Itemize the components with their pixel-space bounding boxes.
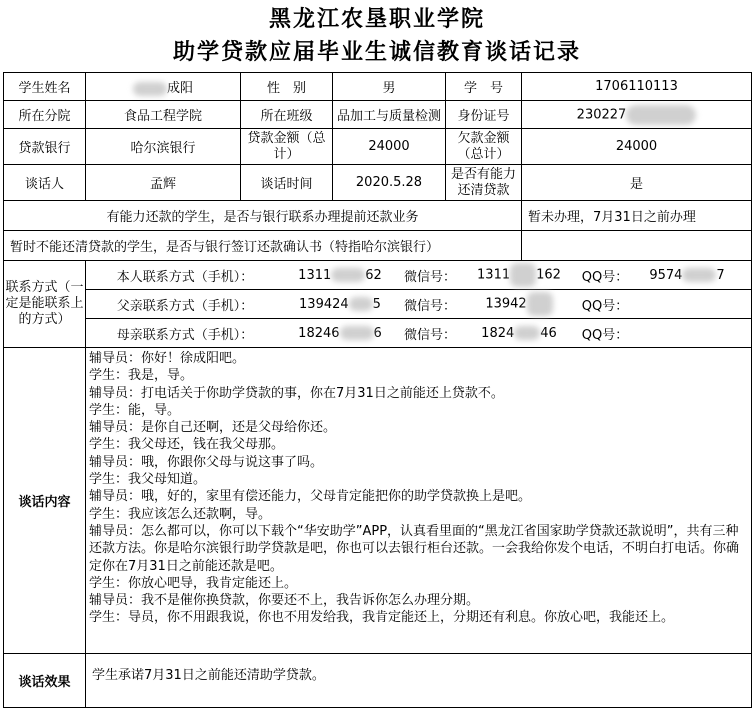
dialog-cell <box>86 348 752 654</box>
dialog-line: 学生：你放心吧导，我肯定能还上。 <box>89 575 298 591</box>
contact-self-row <box>86 261 751 289</box>
owed-amount-label: 欠款金额（总计） <box>446 129 522 165</box>
redaction-blur <box>349 297 373 311</box>
contact-father-label: 父亲联系方式（手机）： <box>116 298 254 314</box>
contact-self-qq: 9574 7 <box>649 267 725 283</box>
contact-self-qq-label: QQ号： <box>581 269 629 285</box>
student-name-label: 学生姓名 <box>4 73 86 101</box>
dialog-line: 辅导员：哦，好的，家里有偿还能力，父母肯定能把你的助学贷款换上是吧。 <box>89 489 532 505</box>
contact-mother-phone: 18246 6 <box>298 325 382 341</box>
interviewer-label: 谈话人 <box>4 165 86 201</box>
student-name-value: 成阳 <box>86 73 241 101</box>
confirm-question: 暂时不能还清贷款的学生，是否与银行签订还款确认书（特指哈尔滨银行） <box>4 231 522 261</box>
contact-mother-wechat-label: 微信号： <box>403 327 456 343</box>
record-table <box>3 72 752 708</box>
loan-amount-value: 24000 <box>333 129 446 165</box>
contact-mother-wechat: 1824 46 <box>481 325 557 341</box>
contact-father-wechat-label: 微信号： <box>403 298 456 314</box>
redaction-blur <box>514 326 540 340</box>
dialog-line: 辅导员：是你自己还啊，还是父母给你还。 <box>89 420 337 436</box>
contact-father-phone: 139424 5 <box>299 296 381 312</box>
dialog-line: 学生：我是，导。 <box>89 368 194 384</box>
contact-mother-qq-label: QQ号： <box>581 327 629 343</box>
effect-value: 学生承诺7月31日之前能还清助学贷款。 <box>86 654 752 708</box>
page-title-record: 助学贷款应届毕业生诚信教育谈话记录 <box>172 39 581 65</box>
dialog-line: 辅导员：哦，你跟你父母与说这事了吗。 <box>89 454 324 470</box>
dialog-line: 辅导员：怎么都可以，你可以下载个“华安助学”APP，认真看里面的“黑龙江省国家助学贷款还款说明”，共有三种还款方法。你是哈尔滨银行助学贷款是吧，你也可以去银行柜台还款。一会我给你发个电话，不明白打电话。你确定你在7月31日之前能还款是吧。 <box>89 523 740 574</box>
bank-value: 哈尔滨银行 <box>86 129 241 165</box>
contact-self-wechat-label: 微信号： <box>403 269 456 285</box>
redaction-blur <box>510 263 536 287</box>
dialog-line: 学生：能，导。 <box>89 402 181 418</box>
contact-cell <box>86 261 752 348</box>
contact-mother-label: 母亲联系方式（手机）： <box>116 327 254 343</box>
class-label: 所在班级 <box>241 101 333 129</box>
can-repay-label: 是否有能力还清贷款 <box>446 165 522 201</box>
redaction-blur <box>331 268 365 282</box>
contact-father-row <box>86 289 751 318</box>
redaction-blur <box>626 105 696 125</box>
gender-value: 男 <box>333 73 446 101</box>
page-title-school: 黑龙江农垦职业学院 <box>268 6 485 32</box>
id-card-label: 身份证号 <box>446 101 522 129</box>
student-id-value: 1706110113 <box>522 73 752 101</box>
bank-label: 贷款银行 <box>4 129 86 165</box>
dialog-line: 学生：我应该怎么还款啊，导。 <box>89 506 272 522</box>
effect-label: 谈话效果 <box>4 654 86 708</box>
contact-self-phone: 1311 62 <box>298 267 382 283</box>
contact-self-wechat: 1311 162 <box>460 263 578 287</box>
redaction-blur <box>340 326 374 340</box>
talk-time-value: 2020.5.28 <box>333 165 446 201</box>
student-id-label: 学 号 <box>446 73 522 101</box>
id-card-value: 230227 <box>522 101 752 129</box>
dialog-line: 辅导员：打电话关于你助学贷款的事，你在7月31日之前能还上贷款不。 <box>89 385 504 401</box>
dialog-line: 辅导员：我不是催你换贷款，你要还不上，我告诉你怎么办理分期。 <box>89 593 480 609</box>
interviewer-value: 孟辉 <box>86 165 241 201</box>
redaction-blur <box>133 82 167 96</box>
contact-mother-row <box>86 318 751 347</box>
confirm-answer <box>522 231 752 261</box>
owed-amount-value: 24000 <box>522 129 752 165</box>
redaction-blur <box>682 268 716 282</box>
contact-father-qq-label: QQ号： <box>581 298 629 314</box>
dialog-line: 学生：我父母知道。 <box>89 472 207 488</box>
class-value: 品加工与质量检测 <box>333 101 446 129</box>
can-repay-value: 是 <box>522 165 752 201</box>
redaction-blur <box>527 292 553 316</box>
early-repay-question: 有能力还款的学生，是否与银行联系办理提前还款业务 <box>4 201 522 231</box>
dialog-line: 学生：我父母还，钱在我父母那。 <box>89 437 285 453</box>
contact-self-label: 本人联系方式（手机）： <box>116 269 254 285</box>
contact-label: 联系方式（一定是能联系上的方式） <box>4 261 86 348</box>
content-label: 谈话内容 <box>4 348 86 654</box>
dialog-line: 学生：导员，你不用跟我说，你也不用发给我，我肯定能还上，分期还有利息。你放心吧，我能还上。 <box>89 610 675 626</box>
loan-amount-label: 贷款金额（总计） <box>241 129 333 165</box>
talk-time-label: 谈话时间 <box>241 165 333 201</box>
branch-value: 食品工程学院 <box>86 101 241 129</box>
contact-father-wechat: 13942 <box>460 292 578 316</box>
gender-label: 性 别 <box>241 73 333 101</box>
dialog-line: 辅导员：你好！徐成阳吧。 <box>89 351 246 366</box>
branch-label: 所在分院 <box>4 101 86 129</box>
early-repay-answer: 暂未办理，7月31日之前办理 <box>522 201 752 231</box>
